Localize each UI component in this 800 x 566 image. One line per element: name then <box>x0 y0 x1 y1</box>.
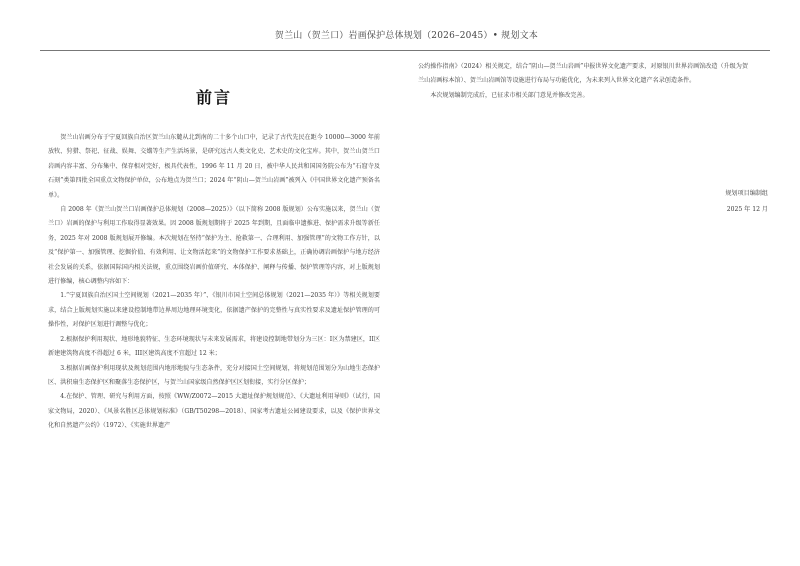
list-item: 2.根据保护利用现状、地形地貌特征、生态环境现状与未来发展需求，将建设控制地带划分为三区：I区为禁建区，II区新建建筑物高度不得超过 6 米，III区建筑高度不宜超过 12 米； <box>48 335 380 358</box>
header-divider <box>40 50 770 51</box>
continued-paragraph: 公约操作指南》（2024）相关规定，结合“阴山—贺兰山岩画”申报世界文化遗产要求，对原银川世界岩画馆改造（升级为贺兰山岩画标本馆）、贺兰山岩画馆等设施进行布局与功能优化，为未来列入世界文化遗产名录创造条件。 <box>418 63 748 85</box>
signature-date: 2025 年 12 月 <box>726 206 768 213</box>
list-item: 3.根据岩画保护利用现状及规划范围内地形地貌与生态条件，充分对接国土空间规划，将规划范围划分为山地生态保护区、洪积扇生态保护区和聚落生态保护区，与贺兰山国家级自然保护区区划衔接，实行分区保护； <box>48 364 380 386</box>
body-paragraph: 自 2008 年《贺兰山贺兰口岩画保护总体规划（2008—2025）》（以下简称 2008 版规划）公布实施以来，贺兰山（贺兰口）岩画的保护与利用工作取得显著效果。因 2008 版规划期将于 2025 年到期，且面临申遗推进、保护需求升级等新任务，2025 年对 2008 版规划展开修编。本次规划在坚持“保护为主、抢救第一、合理利用、加强管理”的文物工作方针，以及“保护第一、加强管理、挖掘价值、有效利用、让文物活起来”的文物保护工作要求基础上，正确协调岩画保护与地方经济社会发展的关系，依据国际国内相关法规，重点围绕岩画价值研究、本体保护、阐释与传播、保护管理等内容，对上版规划进行修编，核心调整内容如下： <box>48 206 380 286</box>
body-paragraph: 本次规划编制完成后，已征求市相关部门意见并修改完善。 <box>430 91 589 99</box>
body-paragraph: 贺兰山岩画分布于宁夏回族自治区贺兰山东麓从北到南的二十多个山口中，记录了古代先民在距今 10000—3000 年前放牧、狩猎、祭祀、征战、娱舞、交媾等生产生活场景，是研究远古人类文化史、艺术史的文化宝库。其中，贺兰山贺兰口岩画内容丰富、分布集中、保存相对完好，极具代表性，1996 年 11 月 20 日，被中华人民共和国国务院公布为“石窟寺及石刻”类第四批全国重点文物保护单位，公布地点为贺兰口；2024 年“阴山—贺兰山岩画”被列入《中国世界文化遗产预备名单》。 <box>48 134 380 199</box>
running-header: 贺兰山（贺兰口）岩画保护总体规划（2026–2045）• 规划文本 <box>274 31 538 41</box>
list-item: 4.在保护、管理、研究与利用方面，按照《WW/Z0072—2015 大遗址保护规划规范》、《大遗址利用导则》（试行，国家文物局，2020）、《风景名胜区总体规划标准》（GB/T50298—2018）、国家考古遗址公园建设要求，以及《保护世界文化和自然遗产公约》（1972）、《实施世界遗产 <box>48 393 380 430</box>
right-column <box>418 60 748 103</box>
left-column <box>48 131 380 434</box>
signature-organization: 规划项目编制组 <box>725 190 768 197</box>
list-item: 1.“宁夏回族自治区国土空间规划（2021—2035 年）”、《银川市国土空间总体规划（2021—2035 年）》等相关规划要求，结合上版规划实施以来建设控制地带边界周边地理环境变化，依据遗产保护的完整性与真实性要求及遗址保护管理的可操作性，对保护区划进行调整与优化； <box>48 292 380 329</box>
page-title: 前言 <box>195 88 232 107</box>
